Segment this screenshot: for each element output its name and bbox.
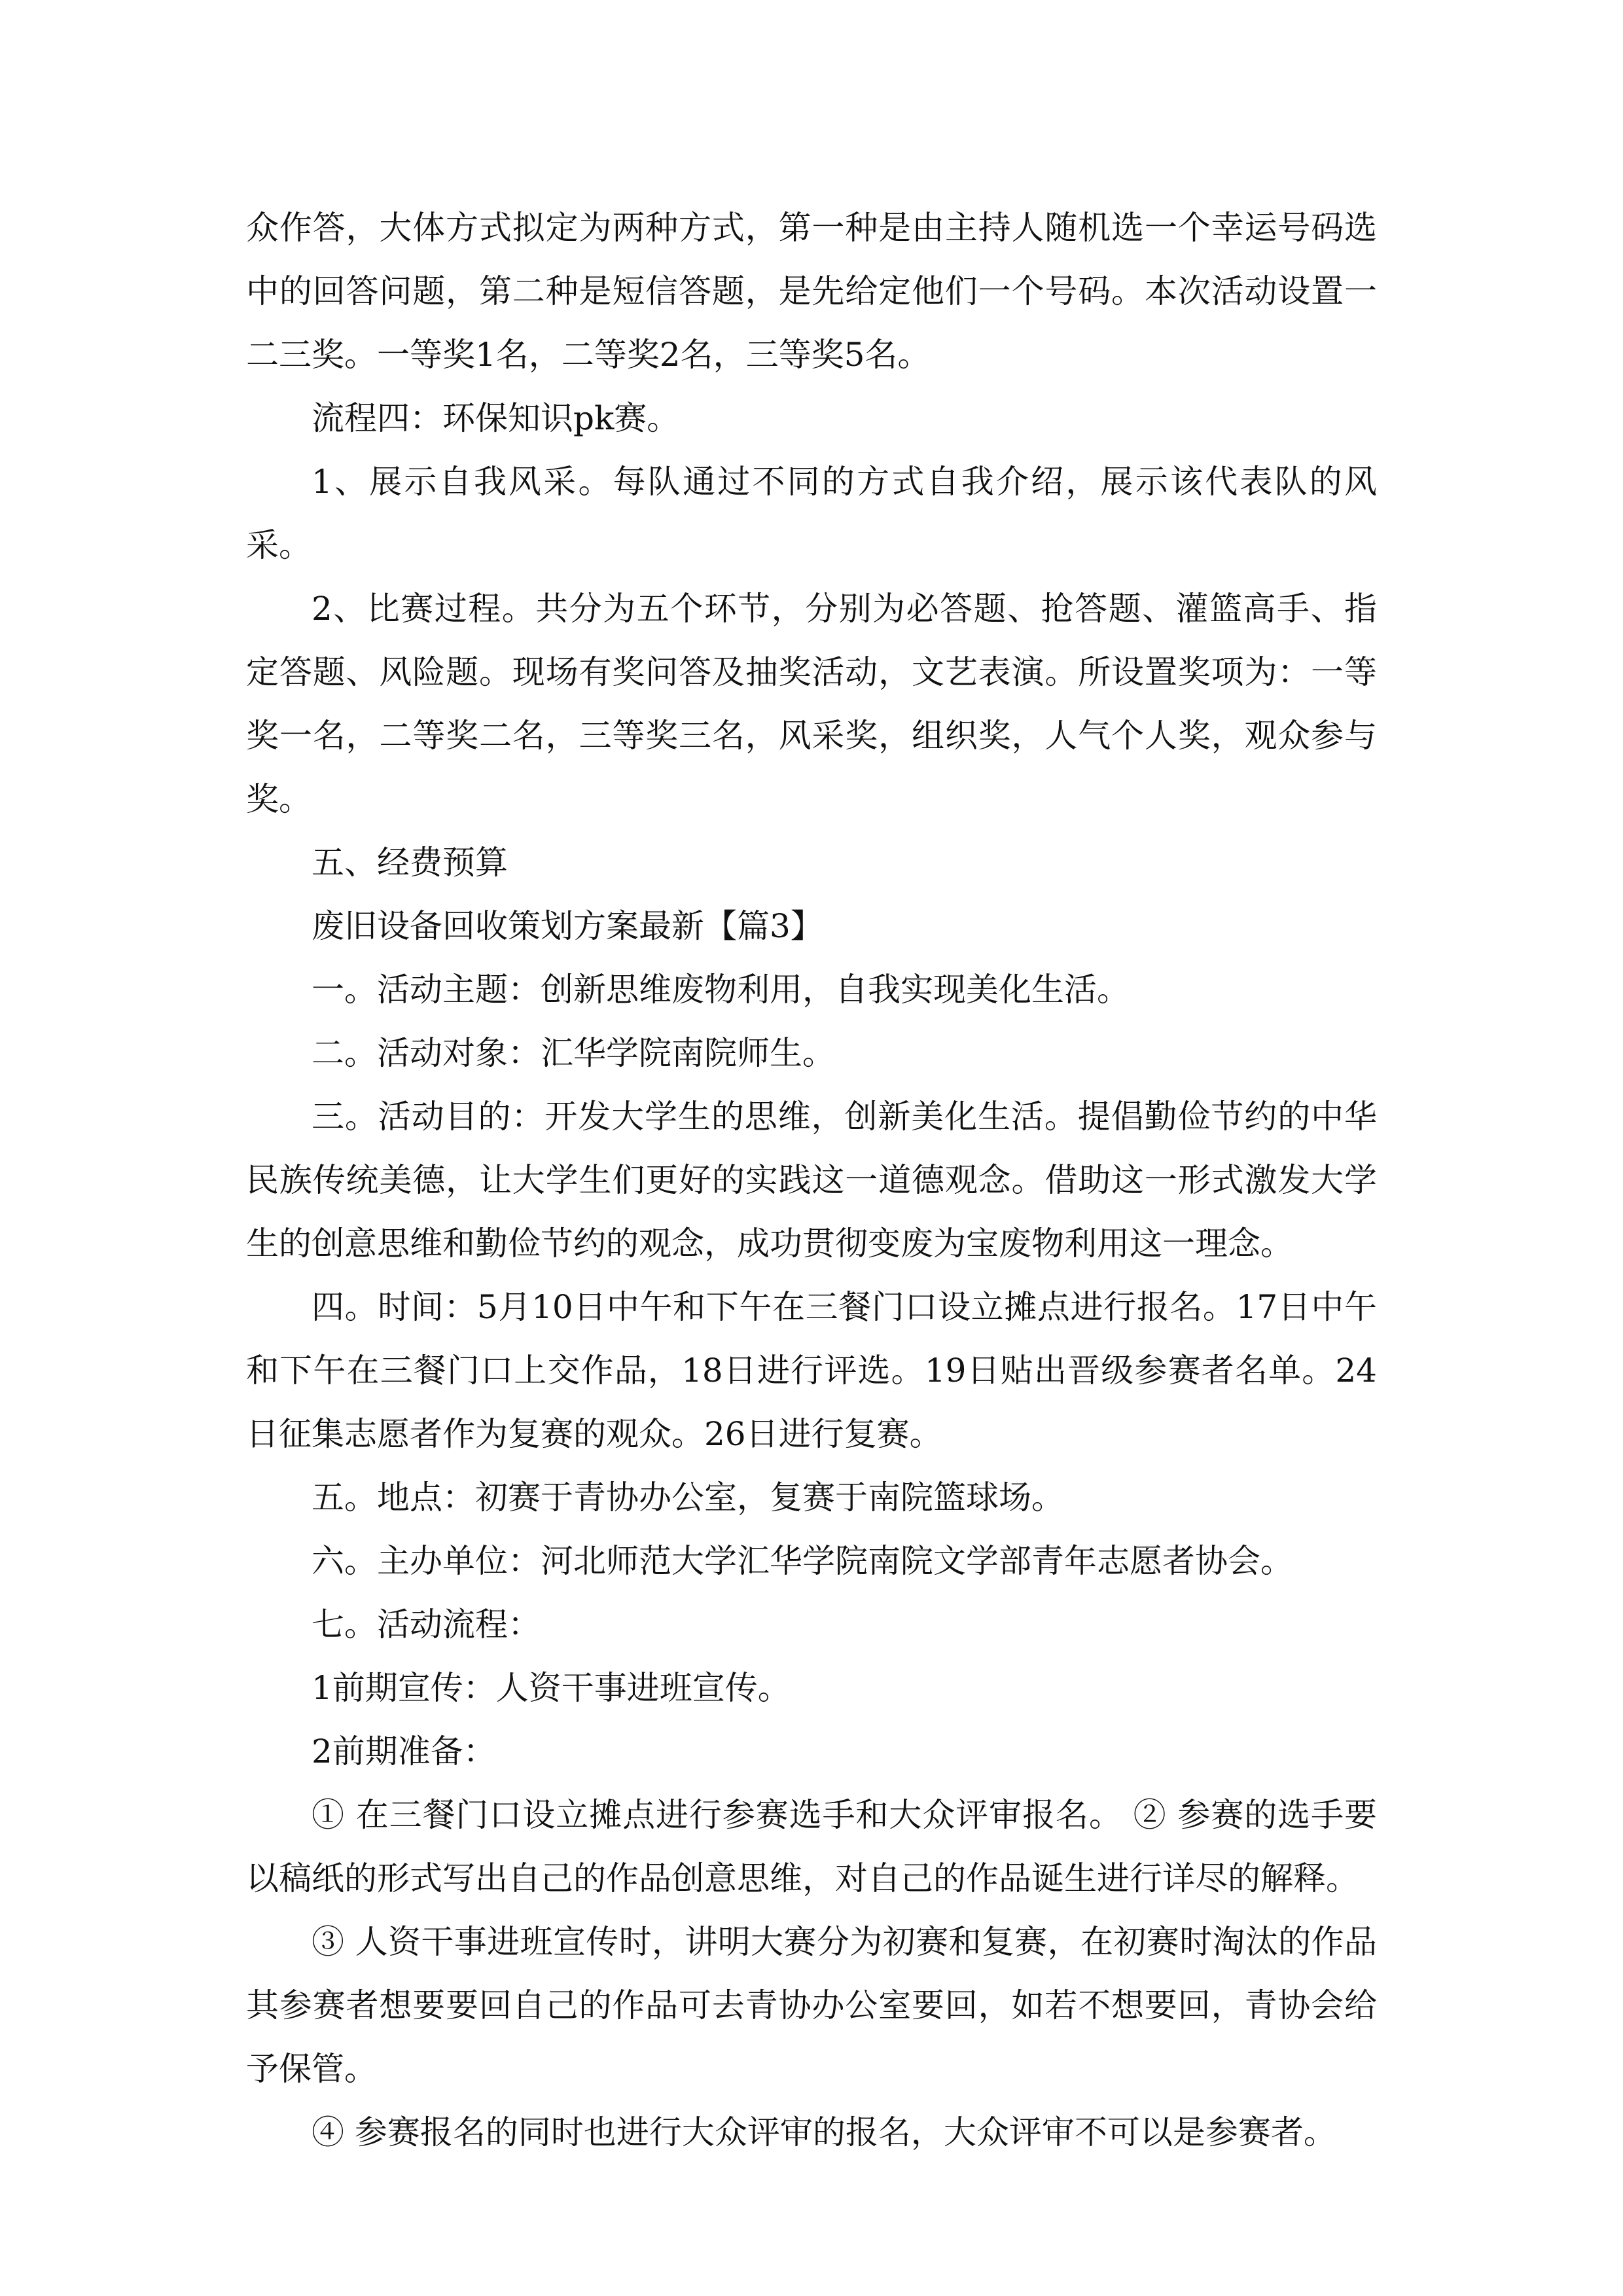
paragraph-public-judges: ④ 参赛报名的同时也进行大众评审的报名，大众评审不可以是参赛者。	[312, 2113, 1336, 2151]
paragraph-continuation: 众作答，大体方式拟定为两种方式，第一种是由主持人随机选一个幸运号码选中的回答问题，第二种是短信答题，是先给定他们一个号码。本次活动设置一二三奖。一等奖1名，二等奖2名，三等奖5名。	[246, 209, 1377, 374]
paragraph-preparation: 2前期准备：	[312, 1732, 496, 1770]
paragraph-promotion: 1前期宣传：人资干事进班宣传。	[312, 1669, 791, 1707]
paragraph-class-promotion: ③ 人资干事进班宣传时，讲明大赛分为初赛和复赛，在初赛时淘汰的作品其参赛者想要要回自己的作品可去青协办公室要回，如若不想要回，青协会给予保管。	[246, 1923, 1377, 2088]
paragraph-registration: ① 在三餐门口设立摊点进行参赛选手和大众评审报名。 ② 参赛的选手要以稿纸的形式写出自己的作品创意思维，对自己的作品诞生进行详尽的解释。	[246, 1796, 1377, 1897]
article-title: 废旧设备回收策划方案最新【篇3】	[312, 907, 823, 945]
paragraph-self-showcase: 1、展示自我风采。每队通过不同的方式自我介绍，展示该代表队的风采。	[246, 463, 1377, 564]
paragraph-location: 五。地点：初赛于青协办公室，复赛于南院篮球场。	[312, 1479, 1064, 1516]
paragraph-purpose: 三。活动目的：开发大学生的思维，创新美化生活。提倡勤俭节约的中华民族传统美德，让大学生们更好的实践这一道德观念。借助这一形式激发大学生的创意思维和勤俭节约的观念，成功贯彻变废为宝废物利用这一理念。	[246, 1098, 1377, 1263]
paragraph-time: 四。时间：5月10日中午和下午在三餐门口设立摊点进行报名。17日中午和下午在三餐门口上交作品，18日进行评选。19日贴出晋级参赛者名单。24日征集志愿者作为复赛的观众。26日进行复赛。	[246, 1288, 1377, 1453]
document-body	[246, 196, 1377, 2164]
section-heading-budget: 五、经费预算	[312, 844, 508, 882]
paragraph-process-four: 流程四：环保知识pk赛。	[312, 399, 680, 437]
paragraph-competition-process: 2、比赛过程。共分为五个环节，分别为必答题、抢答题、灌篮高手、指定答题、风险题。现场有奖问答及抽奖活动，文艺表演。所设置奖项为：一等奖一名，二等奖二名，三等奖三名，风采奖，组织奖，人气个人奖，观众参与奖。	[246, 590, 1377, 818]
paragraph-theme: 一。活动主题：创新思维废物利用，自我实现美化生活。	[312, 971, 1130, 1009]
paragraph-activity-flow: 七。活动流程：	[312, 1605, 541, 1643]
paragraph-organizer: 六。主办单位：河北师范大学汇华学院南院文学部青年志愿者协会。	[312, 1542, 1293, 1580]
paragraph-audience: 二。活动对象：汇华学院南院师生。	[312, 1034, 835, 1072]
